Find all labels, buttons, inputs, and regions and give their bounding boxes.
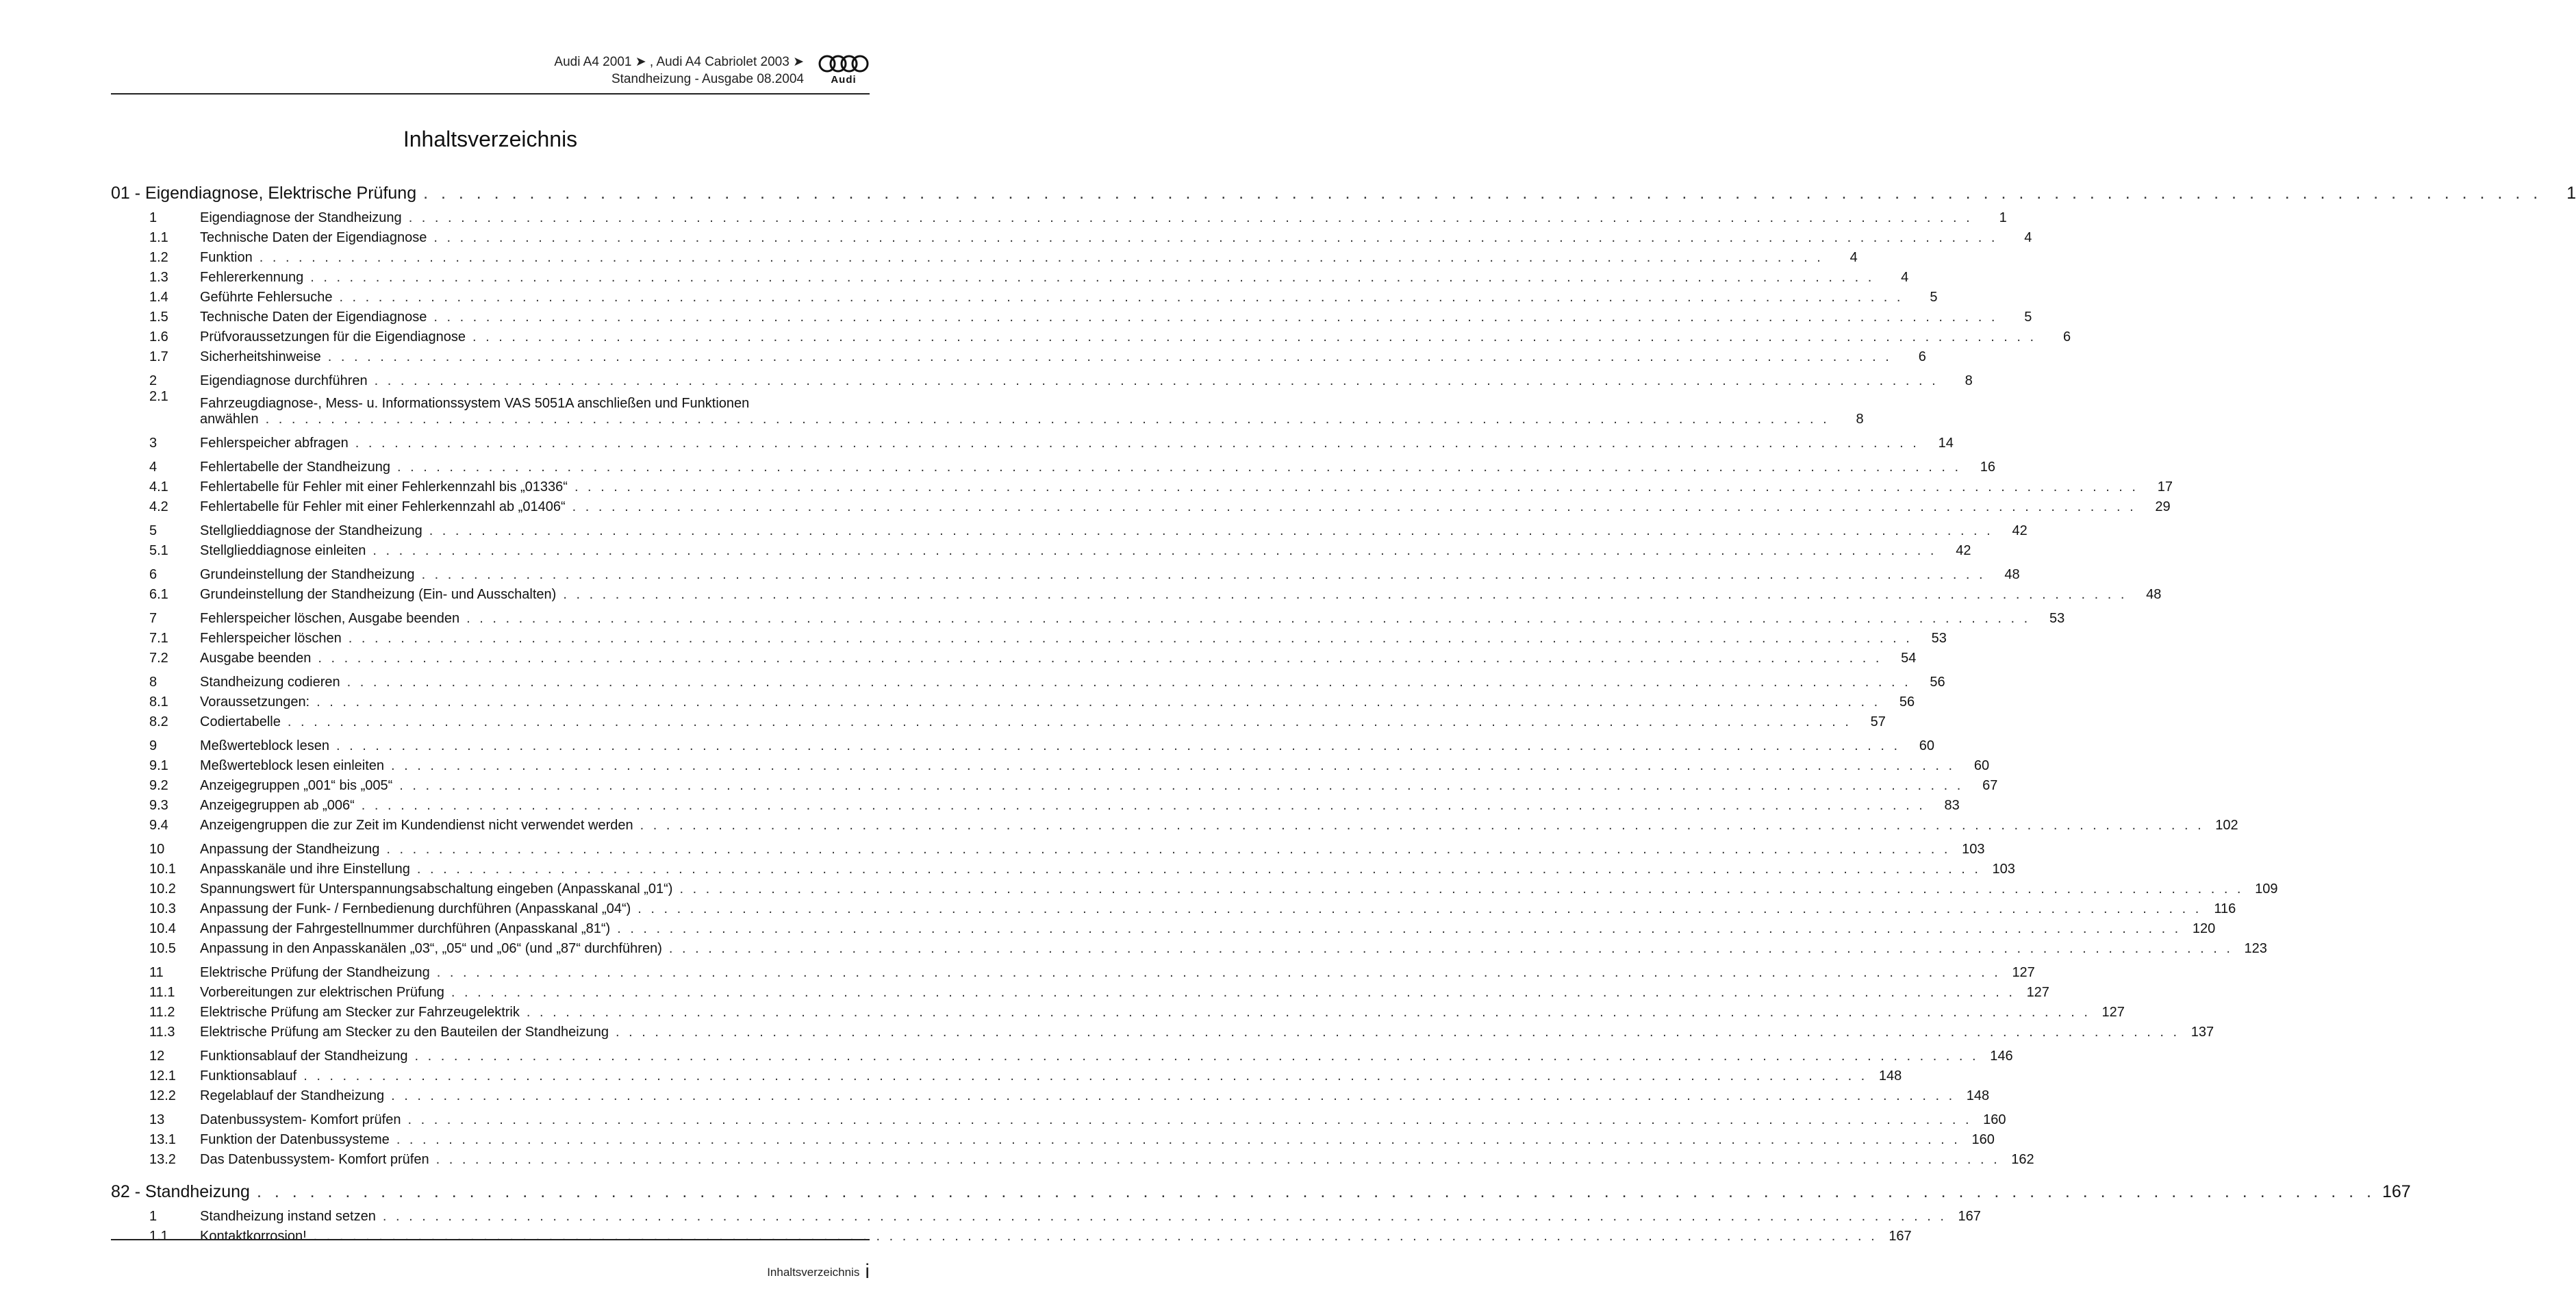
entry-title: Technische Daten der Eigendiagnose [200, 230, 427, 245]
entry-page-number: 137 [2190, 1025, 2214, 1040]
entry-page-number: 48 [2146, 587, 2162, 602]
entry-number: 5.1 [149, 543, 168, 558]
entry-page-number: 8 [1965, 373, 1973, 388]
entry-title: Technische Daten der Eigendiagnose [200, 310, 427, 325]
entry-page-number: 29 [2155, 499, 2171, 514]
page-title: Inhaltsverzeichnis [403, 127, 578, 151]
entry-number: 1.7 [149, 349, 168, 364]
toc-subsection-entry[interactable] [111, 226, 2032, 246]
entry-number: 1 [149, 1209, 157, 1224]
entry-page-number: 148 [1966, 1088, 1990, 1103]
entry-page-number: 102 [2215, 818, 2238, 833]
entry-page-number: 53 [2049, 611, 2065, 626]
entry-page-number: 109 [2255, 881, 2278, 897]
page-footer [767, 1260, 870, 1283]
entry-number: 6 [149, 567, 157, 582]
toc-section-entry[interactable] [111, 1044, 2013, 1064]
dot-leader: . . . . . . . . . . . . . . . . . . . . . . . . . . . . . . . . . . . . . . . . . . . . . . . . . . . . . . . . . . . . . . . . . . . . . . . . . . . . . . . . . . . . . . . . . . . . . . . . . . . . . . . . . . . . . . . . . . . . . . . . [391, 1088, 1956, 1103]
dot-leader: . . . . . . . . . . . . . . . . . . . . . . . . . . . . . . . . . . . . . . . . . . . . . . . . . . . . . . . . . . . . . . . . . . . . . . . . . . . . . . . . . . . . . . . . . . . . . . . . . . . . . . . . . . . . . . . . . . . . . . . . [316, 694, 1881, 710]
header-line-2: Standheizung - Ausgabe 08.2004 [611, 72, 804, 86]
entry-page-number: 16 [1980, 460, 1996, 475]
toc-subsection-entry[interactable] [111, 1020, 2214, 1040]
entry-number: 9.4 [149, 818, 168, 833]
entry-title: Voraussetzungen: [200, 694, 310, 710]
toc-subsection-entry[interactable] [111, 647, 1917, 666]
dot-leader: . . . . . . . . . . . . . . . . . . . . . . . . . . . . . . . . . . . . . . . . . . . . . . . . . . . . . . . . . . . . . . . . . . . . . . . . . . . . . . . . . . . . . . . . . . . . . . . . . . . . . . . . . . . . . . . . . . . . . . . . [472, 329, 2037, 345]
page-header [111, 53, 870, 95]
logo-wordmark: Audi [831, 74, 857, 86]
entry-page-number: 14 [1938, 436, 1954, 451]
entry-number: 11.1 [149, 985, 175, 1000]
toc-section-entry[interactable] [111, 671, 1945, 690]
entry-number: 9 [149, 738, 157, 753]
toc-subsection-entry[interactable] [111, 937, 2267, 957]
toc-subsection-entry[interactable] [111, 981, 2049, 1001]
toc-subsection-entry[interactable] [111, 1128, 1995, 1148]
entry-title: Ausgabe beenden [200, 651, 312, 666]
entry-page-number: 42 [1956, 543, 1971, 558]
dot-leader: . . . . . . . . . . . . . . . . . . . . . . . . . . . . . . . . . . . . . . . . . . . . . . . . . . . . . . . . . . . . . . . . . . . . . . . . . . . . . . . . . . . . . . . . . . . . . . . . . . . . . . . . . . . . . . . . . . . . . . . . [374, 373, 1939, 388]
entry-page-number: 167 [1889, 1229, 1912, 1244]
entry-number: 1 [149, 210, 157, 225]
toc-subsection-entry[interactable] [111, 325, 2071, 345]
entry-title: Grundeinstellung der Standheizung (Ein- und Ausschalten) [200, 587, 557, 602]
entry-page-number: 5 [2024, 310, 2032, 325]
dot-leader: . . . . . . . . . . . . . . . . . . . . . . . . . . . . . . . . . . . . . . . . . . . . . . . . . . . . . . . . . . . . . . . . . . . . . . . . . . . . . . . . . . . . . . . . . . . . . . . . . . . . . . . . . . . . . . . . . . . . . . . . [382, 1209, 1947, 1224]
entry-page-number: 4 [1901, 270, 1909, 285]
entry-title: Fehlererkennung [200, 270, 304, 285]
entry-number: 7.1 [149, 631, 168, 646]
chapter-page-number: 1 [2566, 183, 2576, 203]
entry-page-number: 1 [1999, 210, 2007, 225]
toc-section-entry[interactable] [111, 734, 1935, 754]
toc-section-entry[interactable] [111, 961, 2035, 981]
entry-page-number: 42 [2012, 523, 2028, 538]
chapter-title: 82 - Standheizung [111, 1181, 250, 1201]
toc-subsection-entry[interactable] [111, 1225, 1912, 1244]
toc-subsection-entry[interactable] [111, 877, 2278, 897]
entry-page-number: 160 [1971, 1132, 1995, 1147]
entry-title: Eigendiagnose durchführen [200, 373, 368, 388]
entry-title: Anpassung der Funk- / Fernbedienung durchführen (Anpasskanal „04“) [200, 901, 631, 916]
entry-number: 3 [149, 436, 157, 451]
entry-page-number: 120 [2192, 921, 2216, 936]
dot-leader: . . . . . . . . . . . . . . . . . . . . . . . . . . . . . . . . . . . . . . . . . . . . . . . . . . . . . . . . . . . . . . . . . . . . . . . . . . . . . . . . . . . . . . . . . . . . . . . . . . . . . . . . . . . . . . . . . . . . . . . . [414, 1049, 1979, 1064]
toc-subsection-entry[interactable] [111, 917, 2216, 937]
entry-number: 12.2 [149, 1088, 176, 1103]
entry-title: Spannungswert für Unterspannungsabschaltung eingeben (Anpasskanal „01“) [200, 881, 673, 897]
entry-title: Meßwerteblock lesen [200, 738, 329, 753]
entry-title: Meßwerteblock lesen einleiten [200, 758, 385, 773]
entry-page-number: 146 [1990, 1049, 2013, 1064]
entry-title: Anzeigegruppen ab „006“ [200, 798, 355, 813]
entry-title: Geführte Fehlersuche [200, 290, 333, 305]
entry-page-number: 162 [2011, 1152, 2034, 1167]
header-line-1: Audi A4 2001 ➤ , Audi A4 Cabriolet 2003 ➤ [554, 55, 804, 69]
entry-title-continued: anwählen [200, 412, 259, 427]
entry-title: Elektrische Prüfung der Standheizung [200, 965, 430, 980]
toc-subsection-entry[interactable] [111, 1148, 2034, 1168]
toc-subsection-entry[interactable] [111, 345, 1926, 365]
entry-title: Datenbussystem- Komfort prüfen [200, 1112, 401, 1127]
toc-section-entry[interactable] [111, 607, 2065, 627]
dot-leader: . . . . . . . . . . . . . . . . . . . . . . . . . . . . . . . . . . . . . . . . . . . . . . . . . . . . . . . . . . . . . . . . . . . . . . . . . . . . . . . . . . . . . . . . . . . . . . . . . . . . . . . . . . . . . . . . . . . . . . . . [259, 250, 1823, 265]
dot-leader: . . . . . . . . . . . . . . . . . . . . . . . . . . . . . . . . . . . . . . . . . . . . . . . . . . . . . . . . . . . . . . . . . . . . . . . . . . . . . . . . . . . . . . . . . . . . . . . . . . . . . . . . . . . . . . . . . . . . . . . . [361, 798, 1925, 813]
entry-page-number: 103 [1962, 842, 1985, 857]
entry-title: Kontaktkorrosion! [200, 1229, 307, 1244]
entry-title: Fehlertabelle der Standheizung [200, 460, 390, 475]
toc-subsection-entry[interactable] [111, 286, 1938, 305]
entry-title: Stellglieddiagnose einleiten [200, 543, 366, 558]
entry-number: 9.2 [149, 778, 168, 793]
entry-number: 1.1 [149, 230, 168, 245]
entry-number: 4.2 [149, 499, 168, 514]
toc-section-entry[interactable] [111, 563, 2020, 583]
entry-number: 2.1 [149, 389, 168, 404]
toc-subsection-entry[interactable] [111, 305, 2032, 325]
dot-leader: . . . . . . . . . . . . . . . . . . . . . . . . . . . . . . . . . . . . . . . . . . . . . . . . . . . . . . . . . . . . . . . . . . . . . . . . . . . . . . . . . . . . . . . . . . . . . . . . . . . . . . . . . . . . . . . . . . . . . . . . [396, 1132, 1960, 1147]
entry-page-number: 127 [2026, 985, 2049, 1000]
toc-section-entry[interactable] [111, 206, 2007, 226]
entry-number: 1.2 [149, 250, 168, 265]
dot-leader: . . . . . . . . . . . . . . . . . . . . . . . . . . . . . . . . . . . . . . . . . . . . . . . . . . . . . . . . . . . . . . . . . . . . . . . . . . . . . . . . . . . . . . . . . . . . . . . . . . . . . . . . . . . . . . . . . . . . . . . . [391, 758, 1956, 773]
entry-number: 11 [149, 965, 164, 980]
toc-subsection-entry[interactable] [111, 1064, 1902, 1084]
entry-title: Elektrische Prüfung am Stecker zu den Bauteilen der Standheizung [200, 1025, 609, 1040]
dot-leader: . . . . . . . . . . . . . . . . . . . . . . . . . . . . . . . . . . . . . . . . . . . . . . . . . . . . . . . . . . . . . . . . . . . . . . . . . . . . . . . . . . . . . . . . . . . . . . . . . . . . . . . . . . . . . . . . . . . . . . . . [640, 818, 2204, 833]
toc-section-entry[interactable] [111, 431, 1954, 451]
dot-leader: . . . . . . . . . . . . . . . . . . . . . . . . . . . . . . . . . . . . . . . . . . . . . . . . . . . . . . . . . . . . . . . . . . . . . . . . . . . . . . . . . . . . . . . . . . . . . . . . . . . . . . . . . . . . . . . . . . . . . . . . [433, 230, 1998, 245]
footer-divider [111, 1239, 870, 1240]
entry-title: Grundeinstellung der Standheizung [200, 567, 415, 582]
dot-leader: . . . . . . . . . . . . . . . . . . . . . . . . . . . . . . . . . . . . . . . . . . . . . . . . . . . . . . . . . . . . . . . . . . . . . . . . . . . . . . . . . . . . . . . . . . . . . . . . . . . . . . . . . . . . . . . . . . . . . . . . [408, 210, 1973, 225]
entry-page-number: 83 [1944, 798, 1960, 813]
entry-number: 10.5 [149, 941, 176, 956]
dot-leader: . . . . . . . . . . . . . . . . . . . . . . . . . . . . . . . . . . . . . . . . . . . . . . . . . . . . . . . . . . . . . . . . . . . . . . . . . . . . . . . . . . . . . . . . . . . . . . . . . . . . . . . . . . . . . . . . . . . . . . . . [318, 651, 1882, 666]
chapter-title: 01 - Eigendiagnose, Elektrische Prüfung [111, 183, 417, 203]
dot-leader: . . . . . . . . . . . . . . . . . . . . . . . . . . . . . . . . . . . . . . . . . . . . . . . . . . . . . . . . . . . . . . . . . . . . . . . . . . . . . . . . . . . . . . . . . . . . . . . . . . . . . . . . . . . . . . . . . . . . . . . . [399, 778, 1964, 793]
toc-section-entry[interactable] [111, 838, 1985, 857]
dot-leader: . . . . . . . . . . . . . . . . . . . . . . . . . . . . . . . . . . . . . . . . . . . . . . . . . . . . . . . . . . . . . . . . . . . . . . . . . . . . . . . . . . . . . . . . . . . . . . . . . . . . . . . . . . . . . . . . . . . . . . . . [348, 631, 1912, 646]
entry-number: 10.2 [149, 881, 176, 897]
toc-subsection-entry[interactable] [111, 389, 1864, 427]
dot-leader: . . . . . . . . . . . . . . . . . . . . . . . . . . . . . . . . . . . . . . . . . . . . . . . . . . . . . . . . . . . . . . . . . . . . . . . . . . . . . . . . . . . . . . . . . . . . . . . . . . . . . . . . . . . . . . . . . . . . . . . . [256, 1181, 2375, 1201]
entry-page-number: 127 [2012, 965, 2035, 980]
footer-page-number: i [865, 1260, 870, 1283]
toc-subsection-entry[interactable] [111, 583, 2162, 603]
header-text [554, 53, 804, 88]
toc-subsection-entry[interactable] [111, 475, 2173, 495]
entry-number: 6.1 [149, 587, 168, 602]
toc-subsection-entry[interactable] [111, 1001, 2125, 1020]
entry-number: 8.1 [149, 694, 168, 710]
dot-leader: . . . . . . . . . . . . . . . . . . . . . . . . . . . . . . . . . . . . . . . . . . . . . . . . . . . . . . . . . . . . . . . . . . . . . . . . . . . . . . . . . . . . . . . . . . . . . . . . . . . . . . . . . . . . . . . . . . . . . . . . [563, 587, 2127, 602]
entry-title: Regelablauf der Standheizung [200, 1088, 385, 1103]
dot-leader: . . . . . . . . . . . . . . . . . . . . . . . . . . . . . . . . . . . . . . . . . . . . . . . . . . . . . . . . . . . . . . . . . . . . . . . . . . . . . . . . . . . . . . . . . . . . . . . . . . . . . . . . . . . . . . . . . . . . . . . . [526, 1005, 2091, 1020]
toc-subsection-entry[interactable] [111, 266, 1909, 286]
dot-leader: . . . . . . . . . . . . . . . . . . . . . . . . . . . . . . . . . . . . . . . . . . . . . . . . . . . . . . . . . . . . . . . . . . . . . . . . . . . . . . . . . . . . . . . . . . . . . . . . . . . . . . . . . . . . . . . . . . . . . . . . [386, 842, 1951, 857]
entry-page-number: 160 [1983, 1112, 2006, 1127]
entry-number: 1.6 [149, 329, 168, 345]
entry-page-number: 8 [1856, 412, 1864, 427]
toc-subsection-entry[interactable] [111, 495, 2171, 515]
entry-title: Das Datenbussystem- Komfort prüfen [200, 1152, 429, 1167]
entry-number: 10.1 [149, 862, 176, 877]
entry-number: 7.2 [149, 651, 168, 666]
dot-leader: . . . . . . . . . . . . . . . . . . . . . . . . . . . . . . . . . . . . . . . . . . . . . . . . . . . . . . . . . . . . . . . . . . . . . . . . . . . . . . . . . . . . . . . . . . . . . . . . . . . . . . . . . . . . . . . . . . . . . . . . [616, 1025, 2180, 1040]
dot-leader: . . . . . . . . . . . . . . . . . . . . . . . . . . . . . . . . . . . . . . . . . . . . . . . . . . . . . . . . . . . . . . . . . . . . . . . . . . . . . . . . . . . . . . . . . . . . . . . . . . . . . . . . . . . . . . . . . . . . . . . . [336, 738, 1901, 753]
entry-title: Fehlerspeicher löschen, Ausgabe beenden [200, 611, 460, 626]
entry-number: 1.1 [149, 1229, 168, 1244]
dot-leader: . . . . . . . . . . . . . . . . . . . . . . . . . . . . . . . . . . . . . . . . . . . . . . . . . . . . . . . . . . . . . . . . . . . . . . . . . . . . . . . . . . . . . . . . . . . . . . . . . . . . . . . . . . . . . . . . . . . . . . . . [265, 412, 1830, 427]
entry-title: Fehlertabelle für Fehler mit einer Fehlerkennzahl bis „01336“ [200, 479, 568, 494]
footer-label: Inhaltsverzeichnis [767, 1266, 860, 1279]
dot-leader: . . . . . . . . . . . . . . . . . . . . . . . . . . . . . . . . . . . . . . . . . . . . . . . . . . . . . . . . . . . . . . . . . . . . . . . . . . . . . . . . . . . . . . . . . . . . . . . . . . . . . . . . . . . . . . . . . . . . . . . . [310, 270, 1875, 285]
toc-subsection-entry[interactable] [111, 897, 2236, 917]
dot-leader: . . . . . . . . . . . . . . . . . . . . . . . . . . . . . . . . . . . . . . . . . . . . . . . . . . . . . . . . . . . . . . . . . . . . . . . . . . . . . . . . . . . . . . . . . . . . . . . . . . . . . . . . . . . . . . . . . . . . . . . . [637, 901, 2202, 916]
dot-leader: . . . . . . . . . . . . . . . . . . . . . . . . . . . . . . . . . . . . . . . . . . . . . . . . . . . . . . . . . . . . . . . . . . . . . . . . . . . . . . . . . . . . . . . . . . . . . . . . . . . . . . . . . . . . . . . . . . . . . . . . [436, 965, 2001, 980]
toc-subsection-entry[interactable] [111, 710, 1886, 730]
entry-page-number: 148 [1878, 1068, 1902, 1084]
entry-page-number: 6 [1918, 349, 1926, 364]
dot-leader: . . . . . . . . . . . . . . . . . . . . . . . . . . . . . . . . . . . . . . . . . . . . . . . . . . . . . . . . . . . . . . . . . . . . . . . . . . . . . . . . . . . . . . . . . . . . . . . . . . . . . . . . . . . . . . . . . . . . . . . . [435, 1152, 2000, 1167]
entry-number: 1.3 [149, 270, 168, 285]
toc-section-entry[interactable] [111, 519, 2028, 539]
dot-leader: . . . . . . . . . . . . . . . . . . . . . . . . . . . . . . . . . . . . . . . . . . . . . . . . . . . . . . . . . . . . . . . . . . . . . . . . . . . . . . . . . . . . . . . . . . . . . . . . . . . . . . . . . . . . . . . . . . . . . . . . [679, 881, 2244, 897]
dot-leader: . . . . . . . . . . . . . . . . . . . . . . . . . . . . . . . . . . . . . . . . . . . . . . . . . . . . . . . . . . . . . . . . . . . . . . . . . . . . . . . . . . . . . . . . . . . . . . . . . . . . . . . . . . . . . . . . . . . . . . . . [339, 290, 1904, 305]
chapter-page-number: 167 [2382, 1181, 2411, 1201]
dot-leader: . . . . . . . . . . . . . . . . . . . . . . . . . . . . . . . . . . . . . . . . . . . . . . . . . . . . . . . . . . . . . . . . . . . . . . . . . . . . . . . . . . . . . . . . . . . . . . . . . . . . . . . . . . . . . . . . . . . . . . . . [433, 310, 1998, 325]
dot-leader: . . . . . . . . . . . . . . . . . . . . . . . . . . . . . . . . . . . . . . . . . . . . . . . . . . . . . . . . . . . . . . . . . . . . . . . . . . . . . . . . . . . . . . . . . . . . . . . . . . . . . . . . . . . . . . . . . . . . . . . . [327, 349, 1892, 364]
entry-page-number: 6 [2062, 329, 2071, 345]
entry-number: 11.2 [149, 1005, 175, 1020]
entry-title: Anpassung in den Anpasskanälen „03“, „05“ und „06“ (und „87“ durchführen) [200, 941, 662, 956]
toc-subsection-entry[interactable] [111, 246, 1858, 266]
entry-title: Sicherheitshinweise [200, 349, 321, 364]
entry-page-number: 5 [1930, 290, 1938, 305]
entry-title: Fehlertabelle für Fehler mit einer Fehlerkennzahl ab „01406“ [200, 499, 566, 514]
entry-number: 9.1 [149, 758, 168, 773]
dot-leader: . . . . . . . . . . . . . . . . . . . . . . . . . . . . . . . . . . . . . . . . . . . . . . . . . . . . . . . . . . . . . . . . . . . . . . . . . . . . . . . . . . . . . . . . . . . . . . . . . . . . . . . . . . . . . . . . . . . . . . . . [574, 479, 2138, 494]
entry-page-number: 4 [1849, 250, 1858, 265]
entry-title: Anpasskanäle und ihre Einstellung [200, 862, 410, 877]
entry-number: 7 [149, 611, 157, 626]
dot-leader: . . . . . . . . . . . . . . . . . . . . . . . . . . . . . . . . . . . . . . . . . . . . . . . . . . . . . . . . . . . . . . . . . . . . . . . . . . . . . . . . . . . . . . . . . . . . . . . . . . . . . . . . . . . . . . . . . . . . . . . . [429, 523, 1993, 538]
dot-leader: . . . . . . . . . . . . . . . . . . . . . . . . . . . . . . . . . . . . . . . . . . . . . . . . . . . . . . . . . . . . . . . . . . . . . . . . . . . . . . . . . . . . . . . . . . . . . . . . . . . . . . . . . . . . . . . . . . . . . . . . [617, 921, 2182, 936]
entry-page-number: 67 [1982, 778, 1998, 793]
entry-title: Funktion [200, 250, 253, 265]
entry-page-number: 60 [1973, 758, 1990, 773]
toc-section-entry[interactable] [111, 455, 1996, 475]
entry-number: 10.3 [149, 901, 176, 916]
entry-page-number: 57 [1870, 714, 1886, 729]
entry-number: 1.4 [149, 290, 168, 305]
toc-subsection-entry[interactable] [111, 627, 1947, 647]
toc-section-entry[interactable] [111, 1108, 2006, 1128]
entry-title: Funktionsablauf [200, 1068, 297, 1084]
entry-page-number: 56 [1930, 675, 1945, 690]
entry-number: 12 [149, 1049, 165, 1064]
entry-number: 2 [149, 373, 157, 388]
audi-logo [818, 55, 870, 88]
entry-title: Funktion der Datenbussysteme [200, 1132, 390, 1147]
dot-leader: . . . . . . . . . . . . . . . . . . . . . . . . . . . . . . . . . . . . . . . . . . . . . . . . . . . . . . . . . . . . . . . . . . . . . . . . . . . . . . . . . . . . . . . . . . . . . . . . . . . . . . . . . . . . . . . . . . . . . . . . [423, 183, 2542, 203]
toc-subsection-entry[interactable] [111, 857, 2015, 877]
entry-number: 1.5 [149, 310, 168, 325]
toc-chapter[interactable] [111, 1179, 2411, 1205]
dot-leader: . . . . . . . . . . . . . . . . . . . . . . . . . . . . . . . . . . . . . . . . . . . . . . . . . . . . . . . . . . . . . . . . . . . . . . . . . . . . . . . . . . . . . . . . . . . . . . . . . . . . . . . . . . . . . . . . . . . . . . . . [396, 460, 1962, 475]
entry-number: 12.1 [149, 1068, 176, 1084]
entry-title: Stellglieddiagnose der Standheizung [200, 523, 422, 538]
dot-leader: . . . . . . . . . . . . . . . . . . . . . . . . . . . . . . . . . . . . . . . . . . . . . . . . . . . . . . . . . . . . . . . . . . . . . . . . . . . . . . . . . . . . . . . . . . . . . . . . . . . . . . . . . . . . . . . . . . . . . . . . [466, 611, 2031, 626]
entry-title: Fehlerspeicher löschen [200, 631, 342, 646]
entry-number: 13.1 [149, 1132, 176, 1147]
dot-leader: . . . . . . . . . . . . . . . . . . . . . . . . . . . . . . . . . . . . . . . . . . . . . . . . . . . . . . . . . . . . . . . . . . . . . . . . . . . . . . . . . . . . . . . . . . . . . . . . . . . . . . . . . . . . . . . . . . . . . . . . [372, 543, 1937, 558]
dot-leader: . . . . . . . . . . . . . . . . . . . . . . . . . . . . . . . . . . . . . . . . . . . . . . . . . . . . . . . . . . . . . . . . . . . . . . . . . . . . . . . . . . . . . . . . . . . . . . . . . . . . . . . . . . . . . . . . . . . . . . . . [451, 985, 2015, 1000]
entry-title: Funktionsablauf der Standheizung [200, 1049, 408, 1064]
entry-title: Prüfvoraussetzungen für die Eigendiagnose [200, 329, 466, 345]
table-of-contents [111, 180, 2576, 1244]
dot-leader: . . . . . . . . . . . . . . . . . . . . . . . . . . . . . . . . . . . . . . . . . . . . . . . . . . . . . . . . . . . . . . . . . . . . . . . . . . . . . . . . . . . . . . . . . . . . . . . . . . . . . . . . . . . . . . . . . . . . . . . . [421, 567, 1986, 582]
dot-leader: . . . . . . . . . . . . . . . . . . . . . . . . . . . . . . . . . . . . . . . . . . . . . . . . . . . . . . . . . . . . . . . . . . . . . . . . . . . . . . . . . . . . . . . . . . . . . . . . . . . . . . . . . . . . . . . . . . . . . . . . [407, 1112, 1972, 1127]
entry-number: 8 [149, 675, 157, 690]
entry-page-number: 123 [2244, 941, 2267, 956]
toc-subsection-entry[interactable] [111, 1084, 1990, 1104]
entry-page-number: 48 [2004, 567, 2020, 582]
entry-number: 10 [149, 842, 165, 857]
dot-leader: . . . . . . . . . . . . . . . . . . . . . . . . . . . . . . . . . . . . . . . . . . . . . . . . . . . . . . . . . . . . . . . . . . . . . . . . . . . . . . . . . . . . . . . . . . . . . . . . . . . . . . . . . . . . . . . . . . . . . . . . [313, 1229, 1878, 1244]
toc-section-entry[interactable] [111, 369, 1973, 389]
entry-page-number: 17 [2157, 479, 2173, 494]
entry-number: 5 [149, 523, 157, 538]
entry-title: Anzeigegruppen „001“ bis „005“ [200, 778, 393, 793]
entry-number: 13 [149, 1112, 165, 1127]
dot-leader: . . . . . . . . . . . . . . . . . . . . . . . . . . . . . . . . . . . . . . . . . . . . . . . . . . . . . . . . . . . . . . . . . . . . . . . . . . . . . . . . . . . . . . . . . . . . . . . . . . . . . . . . . . . . . . . . . . . . . . . . [287, 714, 1852, 729]
entry-title: Standheizung codieren [200, 675, 340, 690]
toc-subsection-entry[interactable] [111, 814, 2238, 834]
toc-subsection-entry[interactable] [111, 690, 1915, 710]
entry-page-number: 54 [1901, 651, 1917, 666]
entry-number: 8.2 [149, 714, 168, 729]
entry-title: Fahrzeugdiagnose-, Mess- u. Informationssystem VAS 5051A anschließen und Funktionen [200, 396, 750, 411]
entry-title: Vorbereitungen zur elektrischen Prüfung [200, 985, 444, 1000]
toc-subsection-entry[interactable] [111, 539, 1971, 559]
entry-page-number: 4 [2024, 230, 2032, 245]
entry-number: 10.4 [149, 921, 176, 936]
toc-section-entry[interactable] [111, 1205, 1981, 1225]
entry-number: 4 [149, 460, 157, 475]
dot-leader: . . . . . . . . . . . . . . . . . . . . . . . . . . . . . . . . . . . . . . . . . . . . . . . . . . . . . . . . . . . . . . . . . . . . . . . . . . . . . . . . . . . . . . . . . . . . . . . . . . . . . . . . . . . . . . . . . . . . . . . . [303, 1068, 1868, 1084]
entry-page-number: 127 [2101, 1005, 2125, 1020]
toc-subsection-entry[interactable] [111, 754, 1990, 774]
entry-page-number: 53 [1931, 631, 1947, 646]
entry-title: Codiertabelle [200, 714, 281, 729]
entry-title: Standheizung instand setzen [200, 1209, 376, 1224]
entry-page-number: 116 [2214, 901, 2236, 916]
entry-page-number: 167 [1958, 1209, 1981, 1224]
dot-leader: . . . . . . . . . . . . . . . . . . . . . . . . . . . . . . . . . . . . . . . . . . . . . . . . . . . . . . . . . . . . . . . . . . . . . . . . . . . . . . . . . . . . . . . . . . . . . . . . . . . . . . . . . . . . . . . . . . . . . . . . [668, 941, 2233, 956]
entry-title: Elektrische Prüfung am Stecker zur Fahrzeugelektrik [200, 1005, 520, 1020]
entry-title: Anpassung der Standheizung [200, 842, 380, 857]
entry-title: Eigendiagnose der Standheizung [200, 210, 402, 225]
entry-title: Anpassung der Fahrgestellnummer durchführen (Anpasskanal „81“) [200, 921, 611, 936]
entry-title: Anzeigengruppen die zur Zeit im Kundendienst nicht verwendet werden [200, 818, 633, 833]
entry-number: 4.1 [149, 479, 168, 494]
toc-subsection-entry[interactable] [111, 774, 1998, 794]
dot-leader: . . . . . . . . . . . . . . . . . . . . . . . . . . . . . . . . . . . . . . . . . . . . . . . . . . . . . . . . . . . . . . . . . . . . . . . . . . . . . . . . . . . . . . . . . . . . . . . . . . . . . . . . . . . . . . . . . . . . . . . . [355, 436, 1919, 451]
dot-leader: . . . . . . . . . . . . . . . . . . . . . . . . . . . . . . . . . . . . . . . . . . . . . . . . . . . . . . . . . . . . . . . . . . . . . . . . . . . . . . . . . . . . . . . . . . . . . . . . . . . . . . . . . . . . . . . . . . . . . . . . [346, 675, 1911, 690]
toc-subsection-entry[interactable] [111, 794, 1960, 814]
toc-chapter[interactable] [111, 180, 2576, 206]
entry-page-number: 56 [1899, 694, 1915, 710]
entry-number: 11.3 [149, 1025, 175, 1040]
entry-title: Fehlerspeicher abfragen [200, 436, 349, 451]
dot-leader: . . . . . . . . . . . . . . . . . . . . . . . . . . . . . . . . . . . . . . . . . . . . . . . . . . . . . . . . . . . . . . . . . . . . . . . . . . . . . . . . . . . . . . . . . . . . . . . . . . . . . . . . . . . . . . . . . . . . . . . . [416, 862, 1981, 877]
entry-number: 9.3 [149, 798, 168, 813]
audi-rings-icon [818, 55, 870, 74]
entry-page-number: 60 [1919, 738, 1935, 753]
entry-number: 13.2 [149, 1152, 176, 1167]
dot-leader: . . . . . . . . . . . . . . . . . . . . . . . . . . . . . . . . . . . . . . . . . . . . . . . . . . . . . . . . . . . . . . . . . . . . . . . . . . . . . . . . . . . . . . . . . . . . . . . . . . . . . . . . . . . . . . . . . . . . . . . . [572, 499, 2136, 514]
entry-page-number: 103 [1992, 862, 2015, 877]
